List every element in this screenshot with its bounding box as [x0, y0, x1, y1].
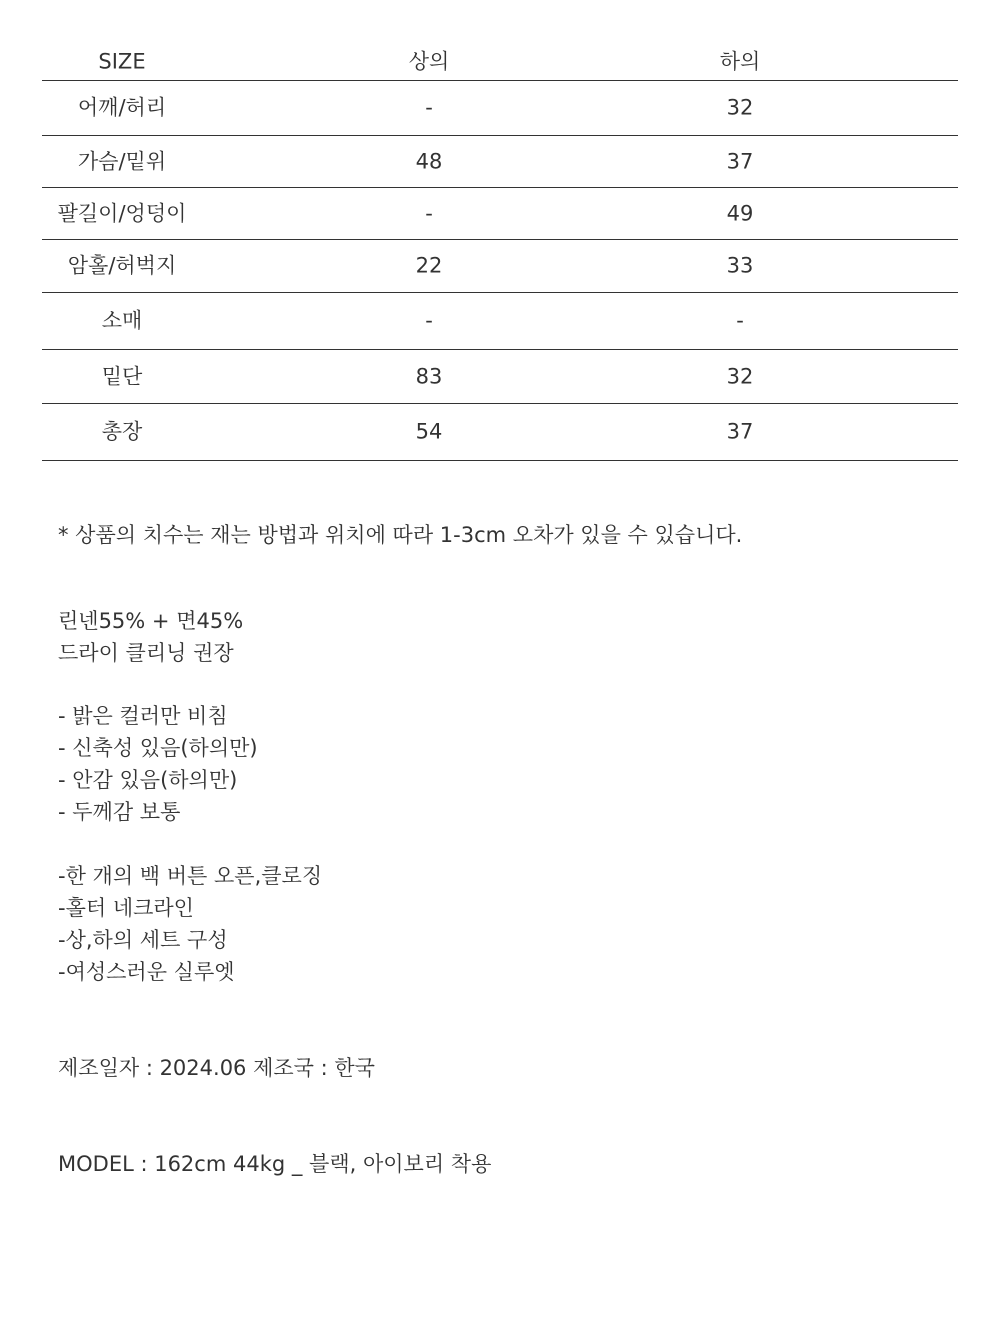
- row-bottom-value: 37: [726, 419, 754, 444]
- row-label: 소매: [101, 308, 143, 333]
- manufacture-info: 제조일자 : 2024.06 제조국 : 한국: [58, 1056, 375, 1080]
- feature-item: - 신축성 있음(하의만): [58, 736, 258, 760]
- table-row: [42, 136, 958, 188]
- detail-item: -한 개의 백 버튼 오픈,클로징: [58, 864, 323, 888]
- detail-item: -상,하의 세트 구성: [58, 928, 228, 952]
- feature-item: - 밝은 컬러만 비침: [58, 704, 228, 728]
- row-bottom-value: 33: [726, 253, 754, 278]
- row-top-value: -: [425, 201, 433, 225]
- header-bottom: 하의: [719, 49, 761, 74]
- table-header-row: [42, 40, 958, 81]
- row-label: 어깨/허리: [77, 95, 167, 120]
- table-row: [42, 350, 958, 404]
- row-bottom-value: -: [736, 308, 744, 333]
- feature-item: - 안감 있음(하의만): [58, 768, 238, 792]
- material-text: 린넨55% + 면45%: [58, 609, 244, 633]
- row-bottom-value: 32: [726, 364, 754, 388]
- row-top-value: -: [425, 95, 433, 120]
- header-top: 상의: [408, 49, 450, 74]
- row-top-value: -: [425, 308, 433, 333]
- model-info: MODEL : 162cm 44kg _ 블랙, 아이보리 착용: [58, 1152, 492, 1176]
- row-label: 팔길이/엉덩이: [57, 201, 187, 225]
- table-row: [42, 81, 958, 136]
- row-top-value: 83: [415, 364, 443, 388]
- table-row: [42, 293, 958, 350]
- row-label: 총장: [101, 419, 143, 444]
- measurement-note: * 상품의 치수는 재는 방법과 위치에 따라 1-3cm 오차가 있을 수 있습니다.: [58, 523, 743, 547]
- care-text: 드라이 클리닝 권장: [58, 641, 234, 665]
- header-size: SIZE: [98, 49, 146, 74]
- table-row: [42, 240, 958, 293]
- row-top-value: 54: [415, 419, 443, 444]
- detail-item: -홀터 네크라인: [58, 896, 194, 920]
- row-bottom-value: 32: [726, 95, 754, 120]
- row-top-value: 48: [415, 149, 443, 173]
- table-row: [42, 404, 958, 461]
- feature-item: - 두께감 보통: [58, 800, 181, 824]
- table-row: [42, 188, 958, 240]
- row-label: 밑단: [101, 364, 143, 388]
- row-bottom-value: 37: [726, 149, 754, 173]
- detail-item: -여성스러운 실루엣: [58, 960, 235, 984]
- row-label: 가슴/밑위: [77, 149, 167, 173]
- row-bottom-value: 49: [726, 201, 754, 225]
- row-top-value: 22: [415, 253, 443, 278]
- row-label: 암홀/허벅지: [67, 253, 177, 278]
- size-table: [42, 40, 958, 461]
